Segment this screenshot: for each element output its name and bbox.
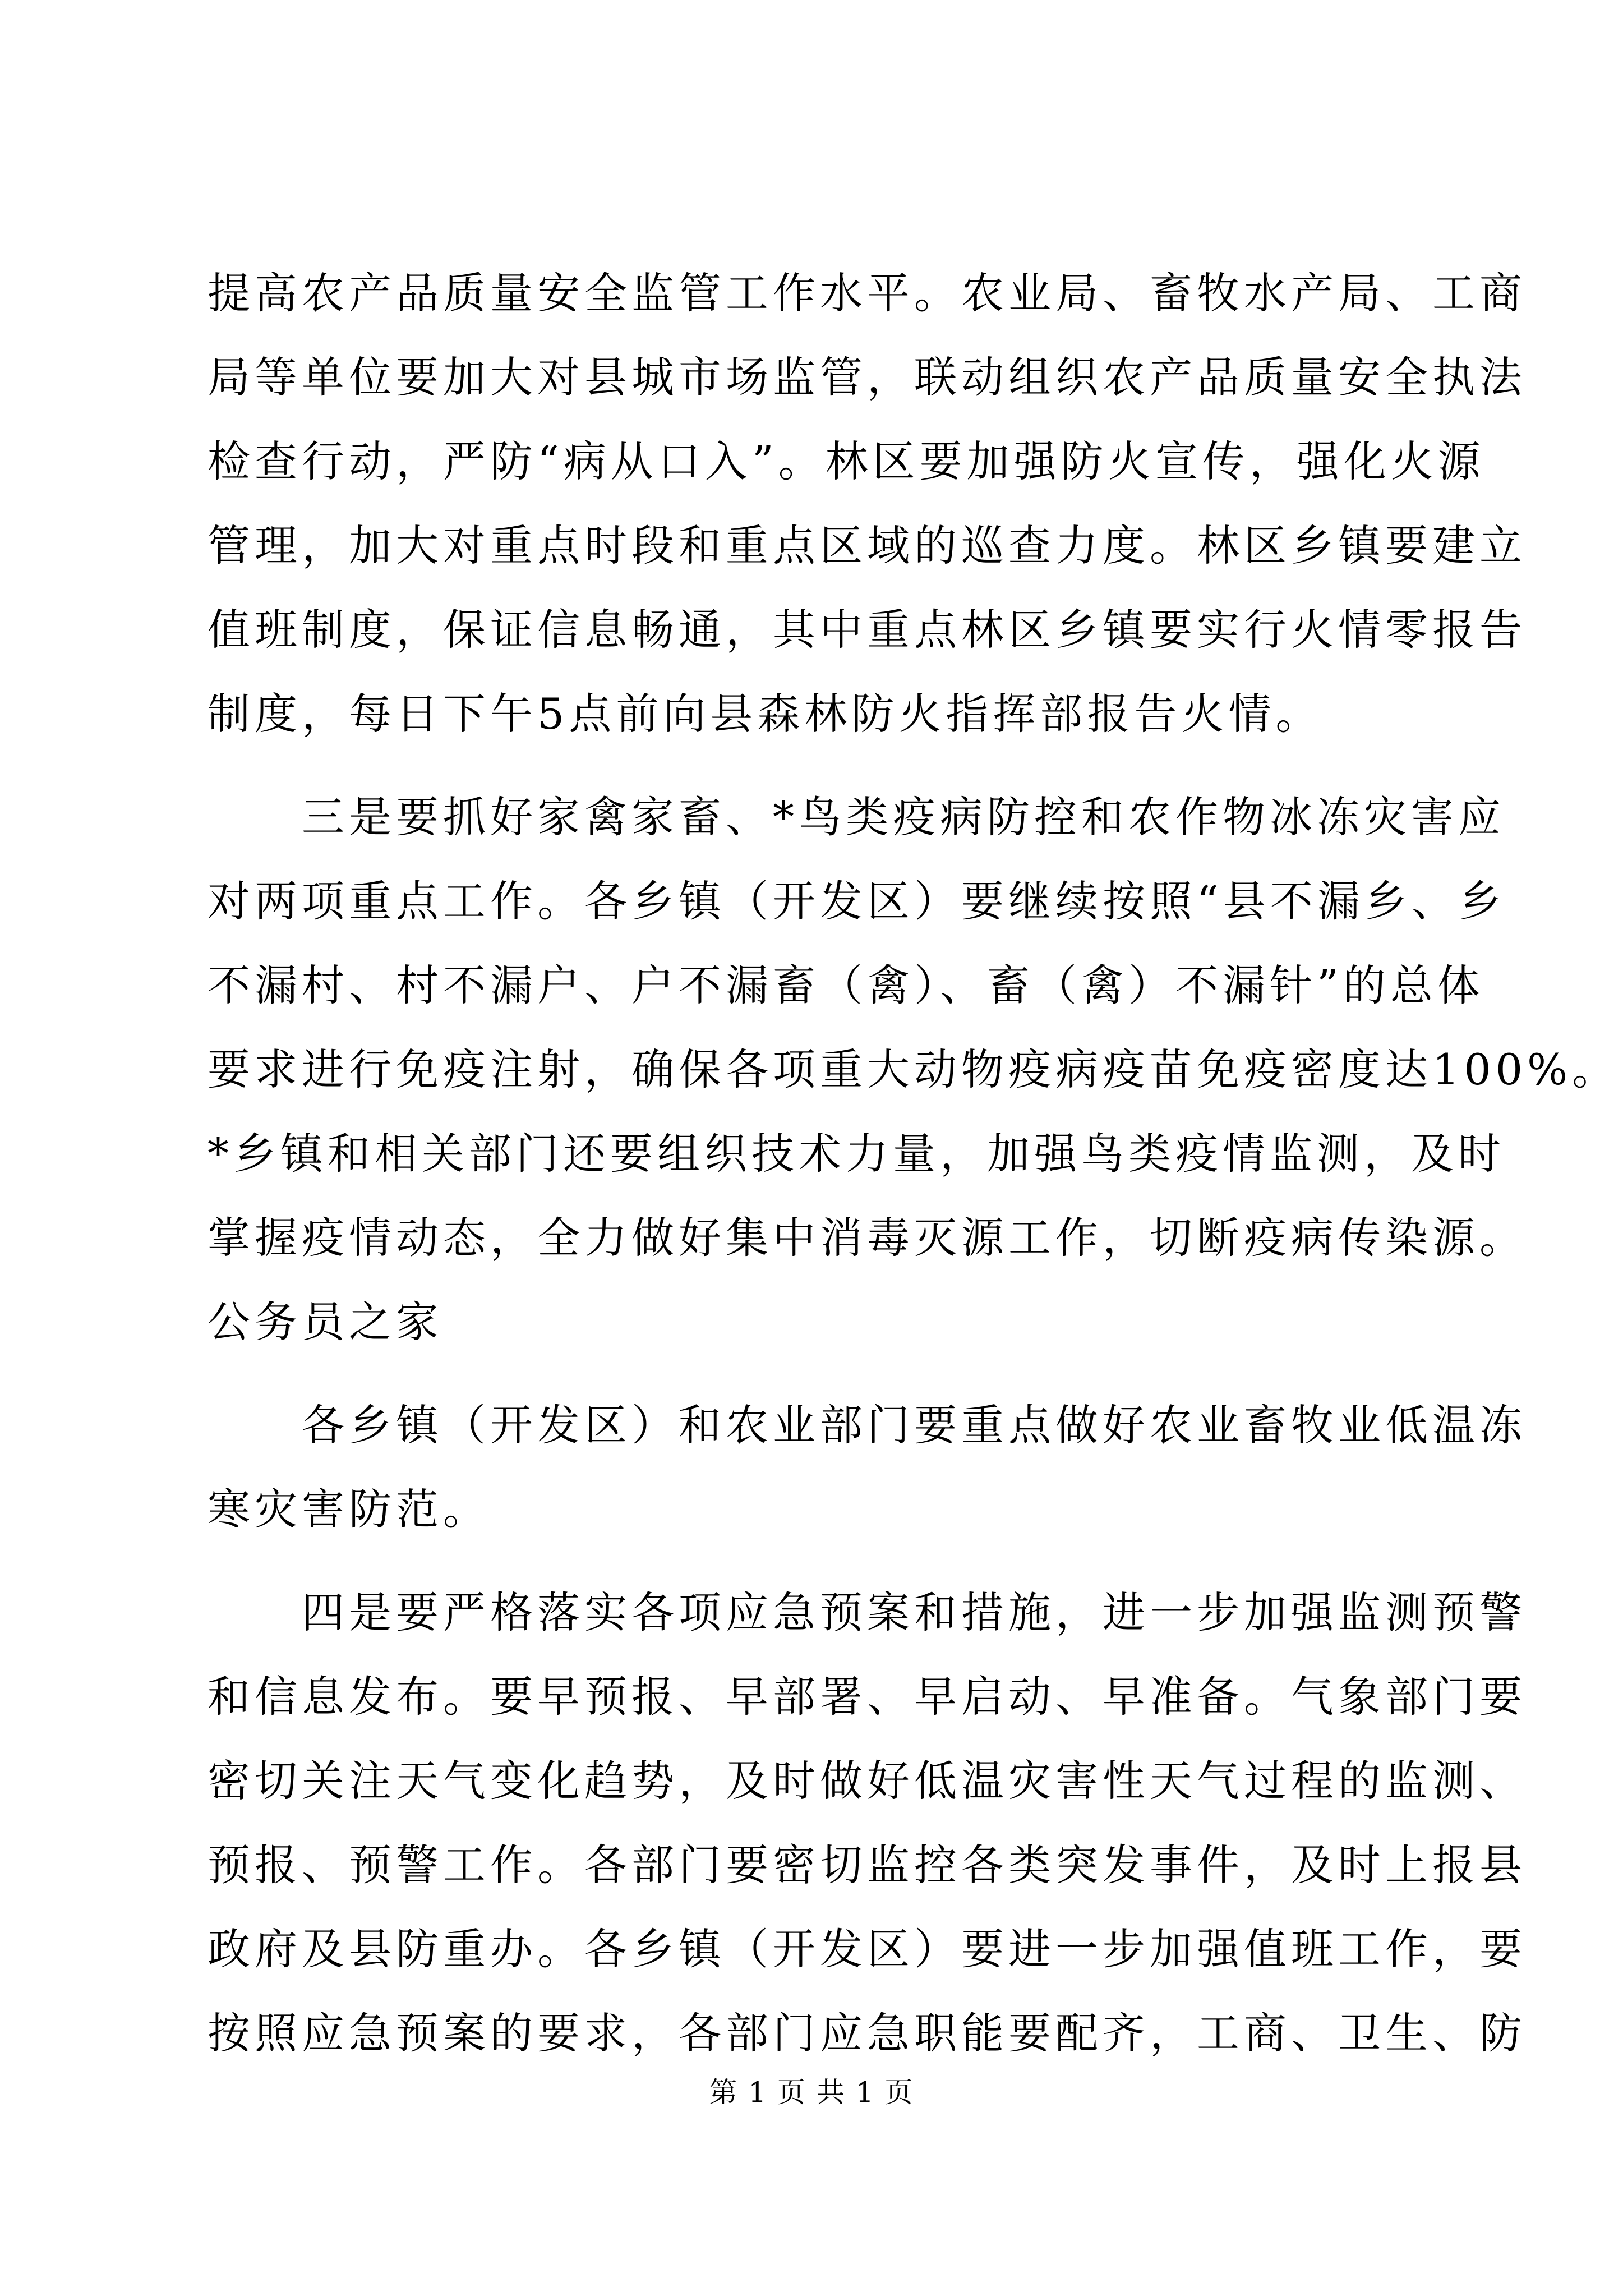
body-line: 公务员之家 — [208, 1297, 443, 1347]
paragraph-first-line: 各乡镇（开发区）和农业部门要重点做好农业畜牧业低温冻 — [302, 1400, 1527, 1450]
paragraph-first-line: 四是要严格落实各项应急预案和措施，进一步加强监测预警 — [302, 1588, 1527, 1637]
body-line: 按照应急预案的要求，各部门应急职能要配齐，工商、卫生、防 — [208, 2008, 1527, 2058]
body-line: *乡镇和相关部门还要组织技术力量，加强鸟类疫情监测，及时 — [208, 1129, 1505, 1179]
document-body — [208, 251, 1620, 2076]
body-line: 值班制度，保证信息畅通，其中重点林区乡镇要实行火情零报告 — [208, 605, 1527, 655]
body-line: 寒灾害防范。 — [208, 1484, 490, 1534]
body-line: 要求进行免疫注射，确保各项重大动物疫病疫苗免疫密度达100%。 — [208, 1045, 1620, 1094]
body-line: 对两项重点工作。各乡镇（开发区）要继续按照“县不漏乡、乡 — [208, 876, 1506, 926]
body-line: 和信息发布。要早预报、早部署、早启动、早准备。气象部门要 — [208, 1672, 1527, 1722]
paragraph-first-line: 三是要抓好家禽家畜、*鸟类疫病防控和农作物冰冻灾害应 — [302, 792, 1505, 842]
body-line: 局等单位要加大对县城市场监管，联动组织农产品质量安全执法 — [208, 352, 1527, 402]
body-line: 检查行动，严防“病从口入”。林区要加强防火宣传，强化火源 — [208, 436, 1485, 486]
body-line: 提高农产品质量安全监管工作水平。农业局、畜牧水产局、工商 — [208, 268, 1527, 318]
body-line: 政府及县防重办。各乡镇（开发区）要进一步加强值班工作，要 — [208, 1924, 1527, 1974]
body-line: 制度，每日下午5点前向县森林防火指挥部报告火情。 — [208, 689, 1323, 739]
body-line: 不漏村、村不漏户、户不漏畜（禽）、畜（禽）不漏针”的总体 — [208, 960, 1484, 1010]
body-line: 掌握疫情动态，全力做好集中消毒灭源工作，切断疫病传染源。 — [208, 1213, 1527, 1263]
page-number-footer: 第 1 页 共 1 页 — [709, 2076, 914, 2109]
body-line: 管理，加大对重点时段和重点区域的巡查力度。林区乡镇要建立 — [208, 521, 1527, 570]
body-line: 密切关注天气变化趋势，及时做好低温灾害性天气过程的监测、 — [208, 1756, 1527, 1806]
body-line: 预报、预警工作。各部门要密切监控各类突发事件，及时上报县 — [208, 1840, 1527, 1890]
